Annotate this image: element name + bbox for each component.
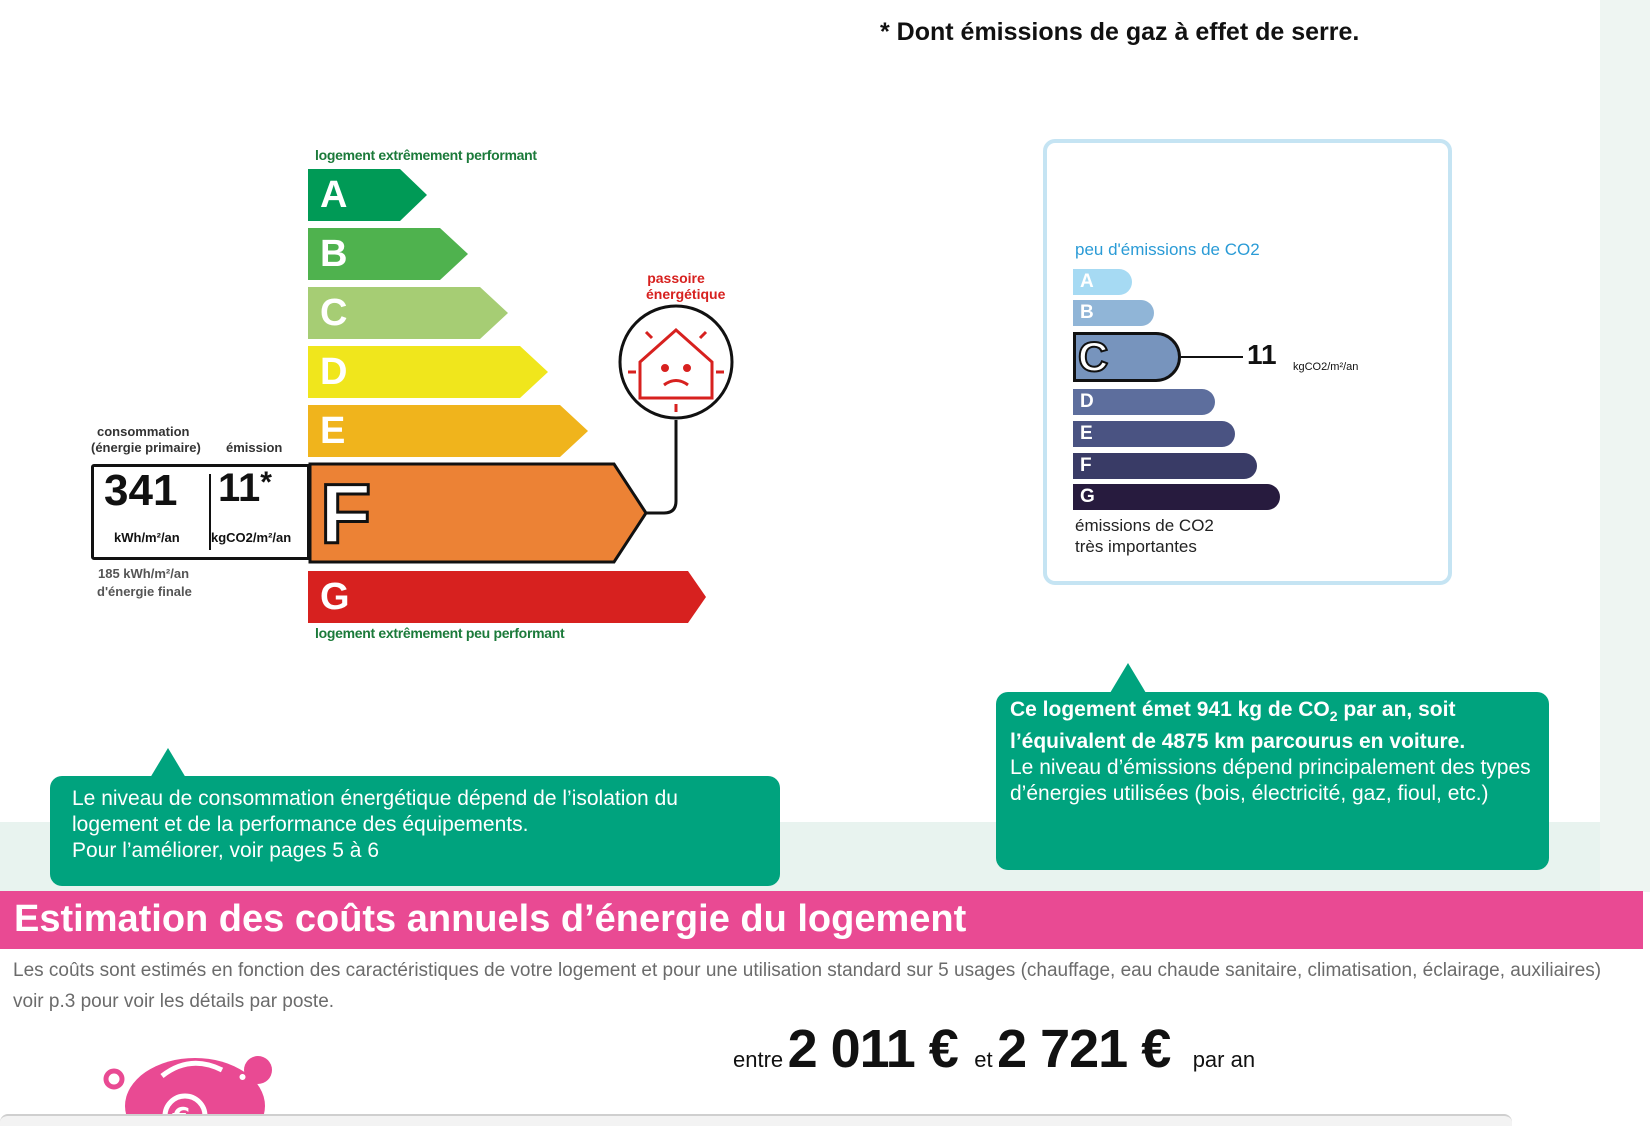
ges-bar-g: [1073, 484, 1280, 510]
passoire-label-line2: énergétique: [646, 286, 726, 302]
piggy-bank-euro-icon: [100, 1036, 280, 1124]
ges-bottom-caption-line1: émissions de CO2: [1075, 516, 1214, 535]
ges-value: 11: [1247, 339, 1277, 370]
ges-class-e-label: E: [1080, 423, 1093, 444]
cost-range: [733, 1018, 1255, 1080]
energy-bottom-caption: logement extrêmement peu performant: [315, 625, 565, 641]
ges-bottom-caption-line2: très importantes: [1075, 537, 1197, 556]
ges-bar-e: [1073, 421, 1235, 447]
emission-info-text: Le niveau d’émissions dépend principalement des types d’énergies utilisées (bois, électricité, gaz, fioul, etc.): [1010, 756, 1531, 806]
energy-info-line1: Le niveau de consommation énergétique dépend de l’isolation du: [72, 787, 678, 810]
emission-info-bubble: [996, 692, 1549, 870]
energy-info-line3: Pour l’améliorer, voir pages 5 à 6: [72, 839, 379, 862]
background-band-right: [1600, 0, 1650, 892]
energy-bar-g: [308, 571, 706, 623]
bottom-panel-edge: [0, 1114, 1512, 1126]
ges-class-b-label: B: [1080, 302, 1094, 323]
energy-top-caption: logement extrêmement performant: [315, 147, 537, 163]
emission-info-strong-a: Ce logement émet 941 kg de CO: [1010, 698, 1330, 721]
primary-energy-header: (énergie primaire): [91, 440, 201, 455]
cost-description: Les coûts sont estimés en fonction des caractéristiques de votre logement et pour une utilisation standard sur 5 usages (chauffage, eau chaude sanitaire, climatisation, éclairage, auxiliaires) voir p.3 pour voir les détails par poste.: [13, 960, 1602, 1012]
passoire-label-line1: passoire: [647, 270, 705, 286]
energy-class-e-label: E: [320, 410, 346, 452]
ges-bar-f: [1073, 453, 1257, 479]
final-energy-label: d'énergie finale: [97, 584, 192, 599]
ges-bottom-caption: [1075, 515, 1214, 557]
emission-value-number: 11: [218, 466, 261, 510]
emission-info-strong-line1: [1010, 697, 1535, 729]
ges-class-f-label: F: [1080, 455, 1092, 476]
emission-info-co2-sub: 2: [1329, 708, 1338, 725]
ges-class-c-label: C: [1078, 333, 1109, 380]
ges-value-connector: [1181, 356, 1243, 358]
consumption-value: 341: [104, 466, 178, 515]
ges-class-g-label: G: [1080, 486, 1095, 507]
energy-info-line2: logement et de la performance des équipements.: [72, 813, 529, 836]
emission-unit: kgCO2/m²/an: [211, 530, 292, 545]
cost-and: et: [974, 1047, 993, 1072]
emission-info-strong-line2: l’équivalent de 4875 km parcourus en voiture.: [1010, 730, 1466, 754]
ges-top-caption: peu d'émissions de CO2: [1075, 240, 1260, 259]
cost-section-title: Estimation des coûts annuels d’énergie du logement: [14, 898, 967, 940]
energy-info-bubble: [50, 776, 780, 886]
consumption-unit: kWh/m²/an: [114, 530, 180, 545]
emission-star: *: [260, 466, 272, 499]
ges-bar-d: [1073, 389, 1215, 415]
energy-class-g-label: G: [320, 576, 350, 618]
cost-per-year: par an: [1192, 1047, 1256, 1072]
cost-low: 2 011 €: [787, 1019, 958, 1079]
consumption-header: consommation: [97, 424, 190, 439]
energy-class-d-label: D: [320, 351, 348, 393]
emission-value: [218, 466, 272, 511]
ges-class-d-label: D: [1080, 391, 1094, 412]
ghg-footnote: * Dont émissions de gaz à effet de serre.: [880, 18, 1360, 46]
energy-bar-e: [308, 405, 588, 457]
ges-unit: kgCO2/m²/an: [1293, 361, 1359, 373]
passoire-label: [646, 270, 726, 302]
ges-class-a-label: A: [1080, 271, 1094, 292]
final-energy-value: 185 kWh/m²/an: [98, 566, 190, 581]
energy-class-b-label: B: [320, 233, 348, 275]
energy-class-f-label: F: [320, 467, 372, 561]
passoire-circle: [620, 306, 732, 418]
emission-info-strong-b: par an, soit: [1337, 698, 1456, 721]
bubble-right-pointer: [1110, 663, 1146, 693]
energy-class-a-label: A: [320, 174, 348, 216]
passoire-connector: [646, 420, 676, 513]
bubble-left-pointer: [150, 748, 186, 778]
energy-class-c-label: C: [320, 292, 348, 334]
cost-between: entre: [733, 1047, 784, 1072]
cost-high: 2 721 €: [997, 1019, 1171, 1079]
emission-header: émission: [226, 440, 283, 455]
